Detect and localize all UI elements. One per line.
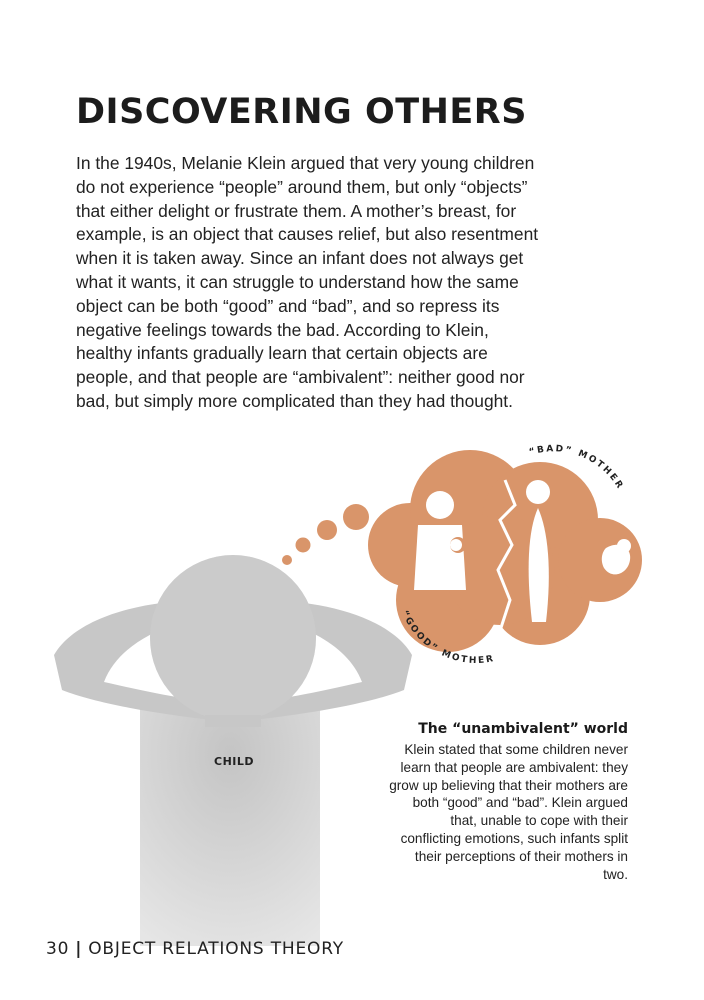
thought-dot xyxy=(282,555,292,565)
footer-separator: | xyxy=(75,939,83,959)
sidebar-text: Klein stated that some children never learn that people are ambivalent: they grow up believing that their mothers are both “good” and “bad”. Klein argued that, unable to cope with their conflicting emotions, such infants split their perceptions of their mothers in two. xyxy=(389,742,628,882)
page-number: 30 xyxy=(46,939,70,959)
bad-mother-label: “BAD” MOTHER xyxy=(528,444,626,492)
thought-bubbles xyxy=(282,504,369,565)
illustration xyxy=(0,420,704,1000)
thought-dot xyxy=(296,538,311,553)
good-mother-label: “GOOD” MOTHER xyxy=(399,609,496,667)
child-neck xyxy=(205,715,261,727)
thought-dot xyxy=(343,504,369,530)
child-body xyxy=(140,706,320,946)
body-paragraph: In the 1940s, Melanie Klein argued that very young children do not experience “people” around them, but only “objects” that either delight or frustrate them. A mother’s breast, for example, is an object that causes relief, but also resentment when it is taken away. Since an infant does not always get what it wants, it can struggle to understand how the same object can be both “good” and “bad”, and so repress its negative feelings towards the bad. According to Klein, healthy infants gradually learn that certain objects are people, and that people are “ambivalent”: neither good nor bad, but simply more complicated than they had thought. xyxy=(76,153,539,411)
sidebar-title: The “unambivalent” world xyxy=(418,721,628,737)
child-figure xyxy=(54,555,412,946)
page-title: DISCOVERING OTHERS xyxy=(76,92,527,132)
child-head-shade xyxy=(150,555,316,721)
page-footer xyxy=(46,939,344,959)
thought-dot xyxy=(317,520,337,540)
child-label: CHILD xyxy=(214,755,255,768)
section-title: OBJECT RELATIONS THEORY xyxy=(88,939,344,959)
